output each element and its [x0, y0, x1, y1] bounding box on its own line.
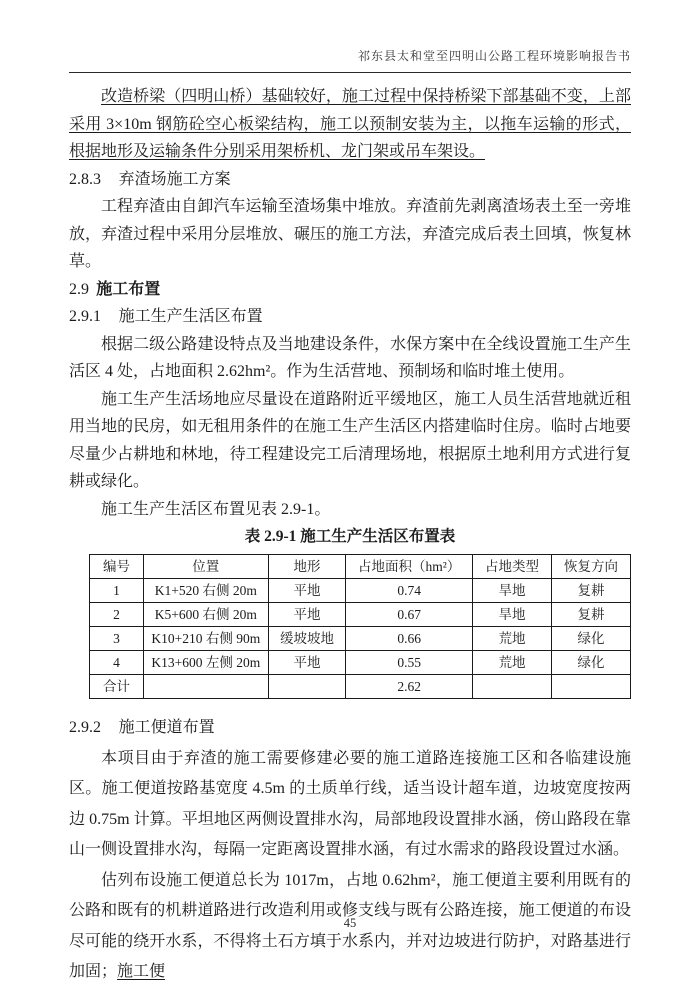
- table-cell: [473, 675, 552, 699]
- heading-2-9-1: [69, 303, 631, 331]
- paragraph-access-road-2-main: 估列布设施工便道总长为 1017m，占地 0.62hm²，施工便道主要利用既有的公路和既有的机耕道路进行改造利用或修支线与既有公路连接，施工便道的布设尽可能的绕开水系，不得将土石方填于水系内，并对边坡进行防护，对路基进行加固；: [69, 871, 631, 980]
- table-cell: 复耕: [551, 579, 630, 603]
- heading-2-8-3: [69, 166, 631, 194]
- heading-2-9: [69, 276, 631, 304]
- table-cell: [268, 675, 346, 699]
- table-row: [90, 627, 631, 651]
- table-header-cell: 编号: [90, 555, 144, 579]
- heading-number: 2.9.1: [69, 308, 101, 325]
- paragraph-living-area-2: 施工生产生活场地应尽量设在道路附近平缓地区，施工人员生活营地就近租用当地的民房，如无租用条件的在施工生产生活区内搭建临时住房。临时占地要尽量少占耕地和林地，待工程建设完工后清理场地，根据原土地利用方式进行复耕或绿化。: [69, 390, 631, 490]
- paragraph-access-road-2-underlined: 施工便: [117, 963, 166, 980]
- page-footer: [0, 916, 700, 931]
- table-cell: 绿化: [551, 627, 630, 651]
- table-cell: 合计: [90, 675, 144, 699]
- table-cell: 缓坡坡地: [268, 627, 346, 651]
- table-cell: 2: [90, 603, 144, 627]
- table-cell: K1+520 右侧 20m: [144, 579, 268, 603]
- heading-title: 施工布置: [96, 280, 161, 298]
- table-cell: 0.74: [346, 579, 473, 603]
- heading-2-9-2: [69, 713, 631, 744]
- living-area-layout-table: [89, 554, 631, 699]
- table-cell: K13+600 左侧 20m: [144, 651, 268, 675]
- table-cell: K10+210 右侧 90m: [144, 627, 268, 651]
- heading-title: 弃渣场施工方案: [118, 170, 231, 188]
- table-cell: 平地: [268, 651, 346, 675]
- table-cell: [551, 675, 630, 699]
- table-row: [90, 603, 631, 627]
- heading-title: 施工便道布置: [118, 719, 215, 736]
- table-header-cell: 占地面积（hm²）: [346, 555, 473, 579]
- table-header-cell: 占地类型: [473, 555, 552, 579]
- table-cell: 复耕: [551, 603, 630, 627]
- page-content: [69, 83, 631, 988]
- table-cell: [144, 675, 268, 699]
- paragraph-table-reference: 施工生产生活区布置见表 2.9-1。: [101, 500, 331, 518]
- running-header: [69, 48, 631, 73]
- table-cell: 荒地: [473, 627, 552, 651]
- table-header-cell: 恢复方向: [551, 555, 630, 579]
- heading-title: 施工生产生活区布置: [118, 308, 263, 325]
- table-cell: 旱地: [473, 579, 552, 603]
- paragraph-spoil-disposal: 工程弃渣由自卸汽车运输至渣场集中堆放。弃渣前先剥离渣场表土至一旁堆放，弃渣过程中采用分层堆放、碾压的施工方法，弃渣完成后表土回填，恢复林草。: [69, 198, 631, 270]
- heading-number: 2.8.3: [69, 170, 101, 188]
- upper-text-block: [69, 83, 631, 699]
- table-caption: 表 2.9-1 施工生产生活区布置表: [244, 528, 456, 545]
- table-cell: 荒地: [473, 651, 552, 675]
- table-header-cell: 地形: [268, 555, 346, 579]
- table-header-cell: 位置: [144, 555, 268, 579]
- table-cell: 旱地: [473, 603, 552, 627]
- table-cell: 平地: [268, 603, 346, 627]
- header-title: 祁东县太和堂至四明山公路工程环境影响报告书: [357, 49, 631, 63]
- table-cell: 1: [90, 579, 144, 603]
- heading-number: 2.9: [69, 280, 89, 298]
- table-cell: 0.67: [346, 603, 473, 627]
- table-row-total: [90, 675, 631, 699]
- table-cell: 0.66: [346, 627, 473, 651]
- table-cell: 绿化: [551, 651, 630, 675]
- page-number: 45: [343, 916, 357, 930]
- lower-text-block: [69, 713, 631, 988]
- paragraph-bridge-construction: 改造桥梁（四明山桥）基础较好，施工过程中保持桥梁下部基础不变，上部采用 3×10m 钢筋砼空心板梁结构，施工以预制安装为主，以拖车运输的形式，根据地形及运输条件分别采用架桥机、龙门架或吊车架设。: [69, 88, 631, 160]
- paragraph-access-road-1: 本项目由于弃渣的施工需要修建必要的施工道路连接施工区和各临建设施区。施工便道按路基宽度 4.5m 的土质单行线，适当设计超车道，边坡宽度按两边 0.75m 计算。平坦地区两侧设置排水沟，局部地段设置排水涵，傍山路段在靠山一侧设置排水沟，每隔一定距离设置排水涵，有过水需求的路段设置过水涵。: [69, 749, 631, 858]
- table-row: [90, 579, 631, 603]
- table-cell: 平地: [268, 579, 346, 603]
- table-header-row: [90, 555, 631, 579]
- table-cell: 3: [90, 627, 144, 651]
- table-cell: 4: [90, 651, 144, 675]
- table-row: [90, 651, 631, 675]
- table-cell: 0.55: [346, 651, 473, 675]
- paragraph-living-area-1: 根据二级公路建设特点及当地建设条件，水保方案中在全线设置施工生产生活区 4 处，占地面积 2.62hm²。作为生活营地、预制场和临时堆土使用。: [69, 335, 631, 380]
- heading-number: 2.9.2: [69, 719, 101, 736]
- table-cell: K5+600 右侧 20m: [144, 603, 268, 627]
- table-cell: 2.62: [346, 675, 473, 699]
